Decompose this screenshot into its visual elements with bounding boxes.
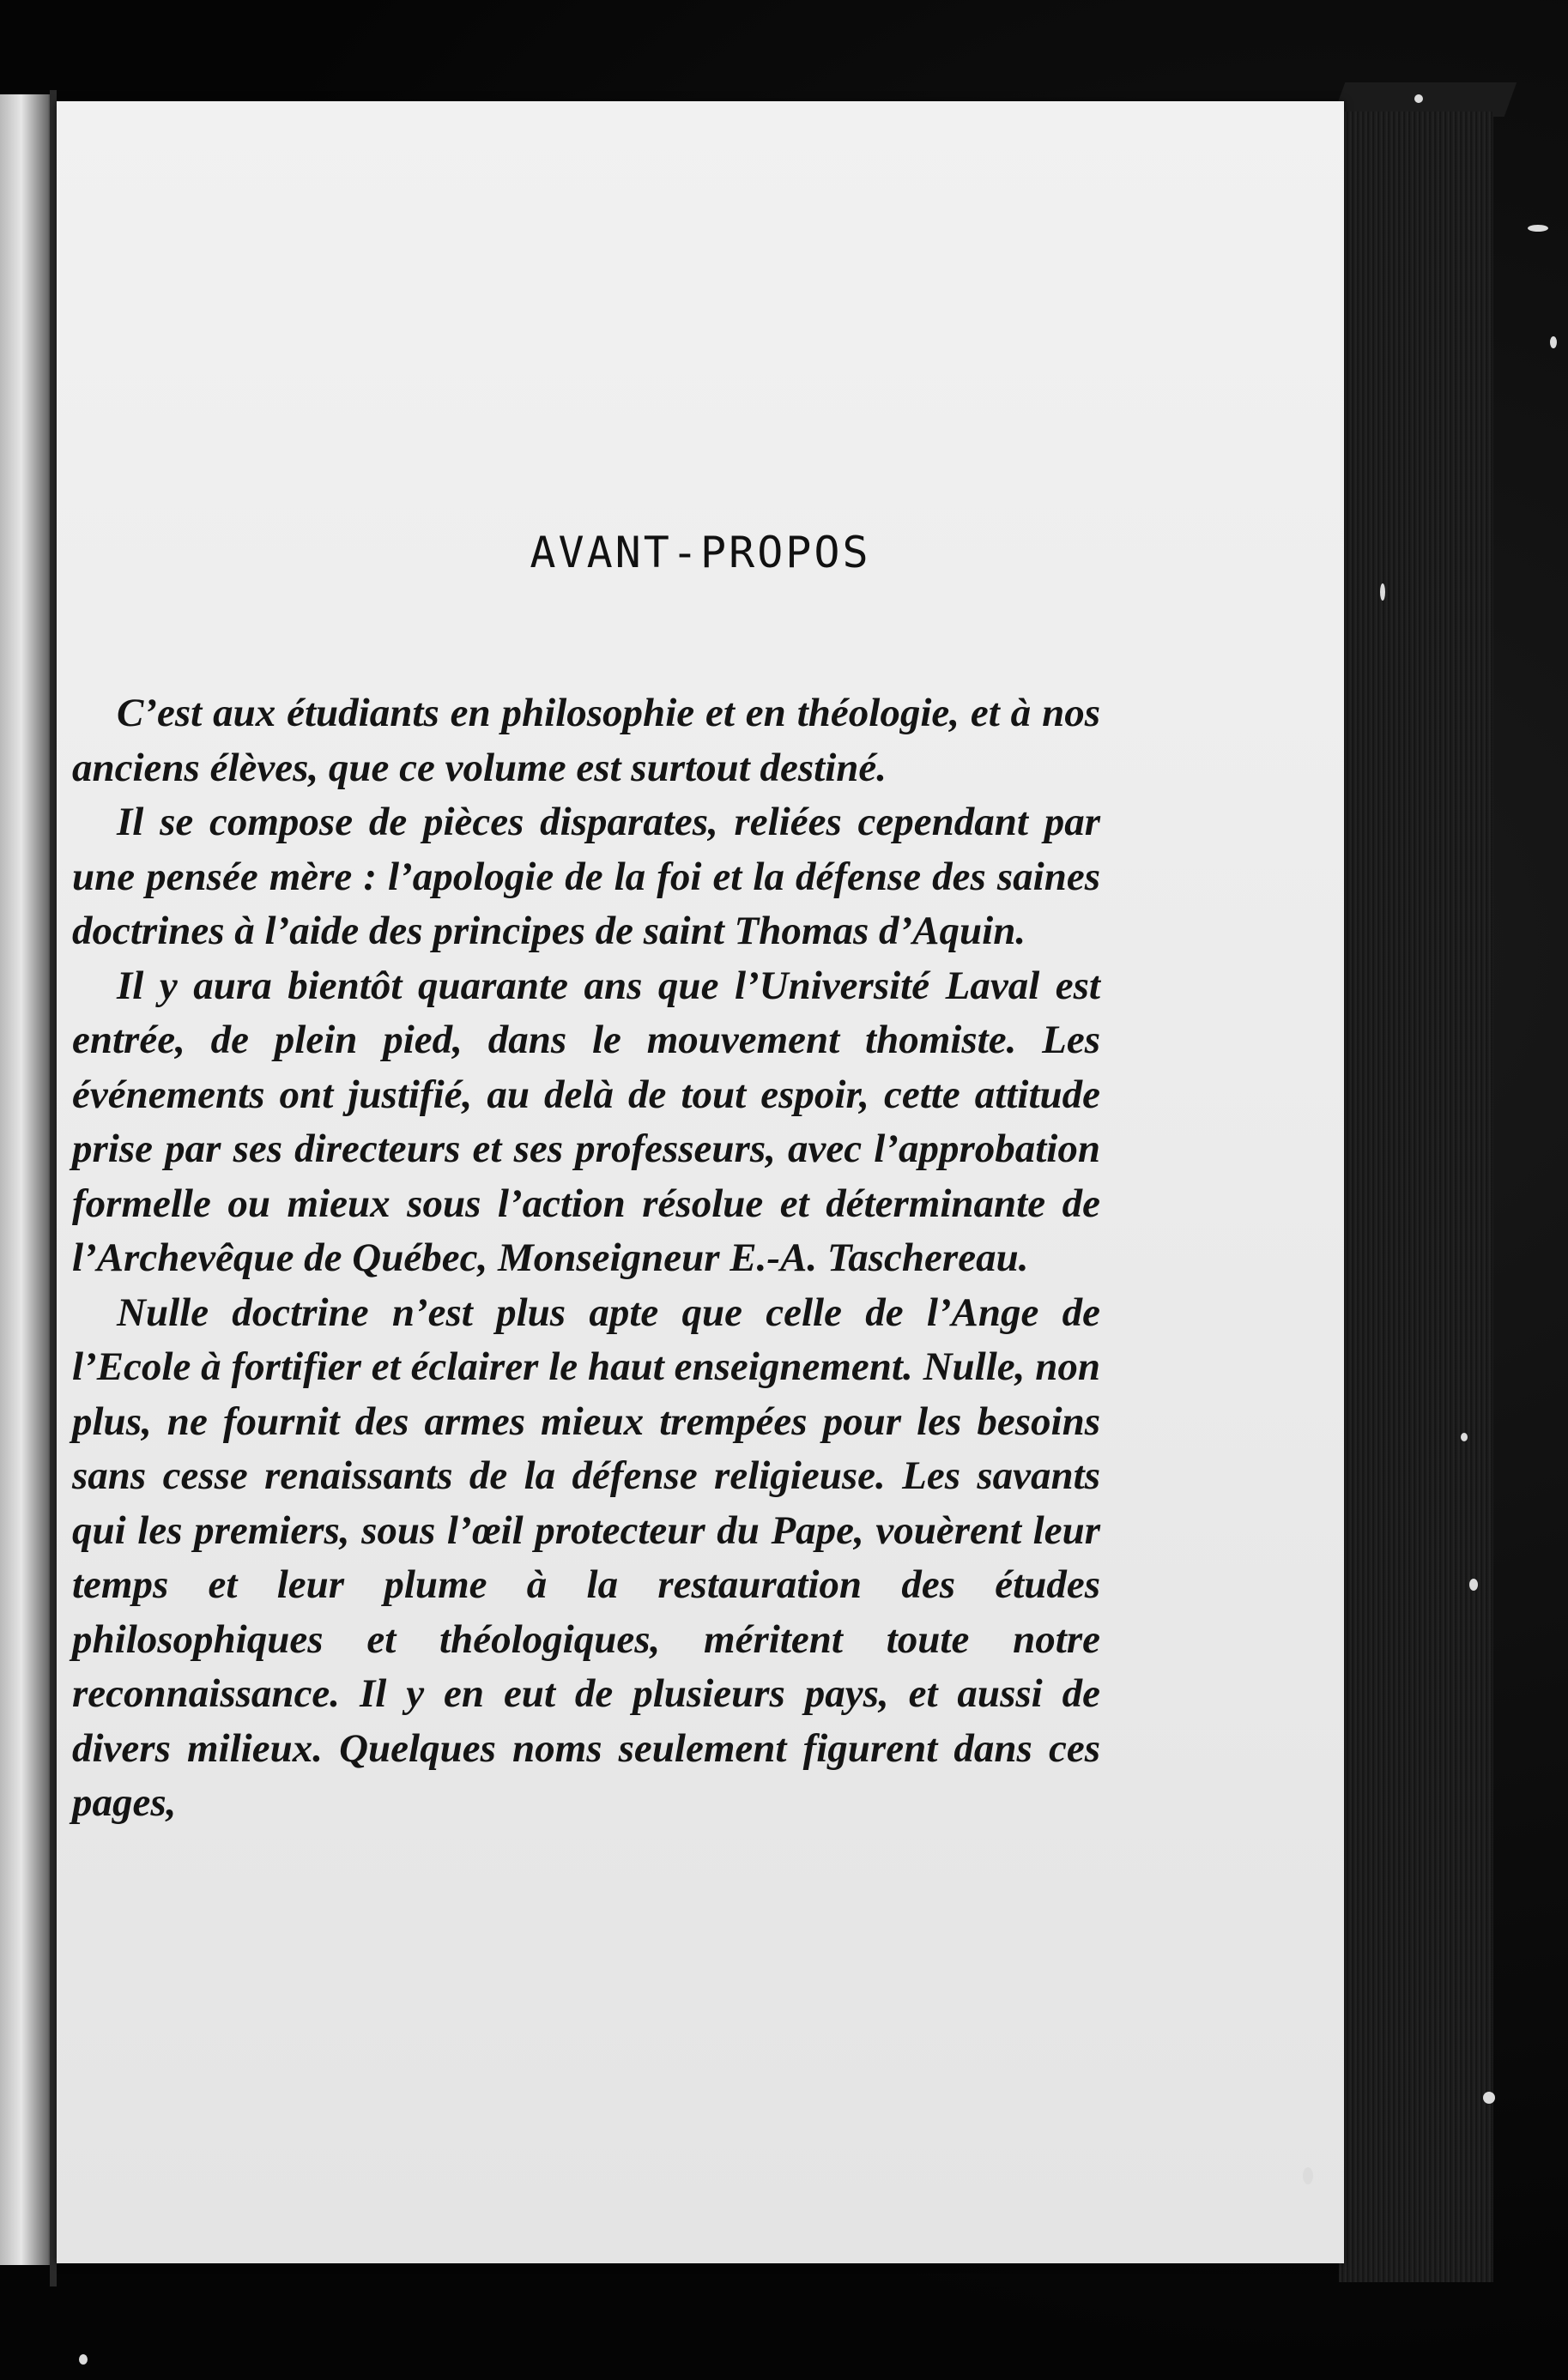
- dust-speck: [1528, 225, 1548, 232]
- paragraph-4: Nulle doctrine n’est plus apte que celle de l’Ange de l’Ecole à fortifier et éclairer le haut enseignement. Nulle, non plus, ne fournit des armes mieux trempées pour les besoins sans cesse renaissants de la défense religieuse. Les savants qui les premiers, sous l’œil protecteur du Pape, vouèrent leur temps et leur plume à la restauration des études philosophiques et théologiques, méritent toute notre reconnaissance. Il y en eut de plusieurs pays, et aussi de divers milieux. Quelques noms seulement figurent dans ces pages,: [72, 1290, 1100, 1825]
- dust-speck: [1469, 1579, 1478, 1591]
- dust-speck: [1414, 94, 1423, 103]
- page-body: [72, 686, 1100, 1831]
- paragraph-1: C’est aux étudiants en philosophie et en théologie, et à nos anciens élèves, que ce volume est surtout destiné.: [72, 691, 1100, 790]
- dust-speck: [1461, 1433, 1468, 1441]
- page-title: AVANT-PROPOS: [530, 528, 871, 577]
- dust-speck: [1380, 583, 1385, 601]
- paragraph-2: Il se compose de pièces disparates, reliées cependant par une pensée mère : l’apologie de la foi et la défense des saines doctrines à l’aide des principes de saint Thomas d’Aquin.: [72, 800, 1100, 953]
- dust-speck: [1303, 2167, 1313, 2184]
- previous-page-edge: [0, 94, 53, 2265]
- book-spine: [50, 90, 57, 2286]
- paragraph-3: Il y aura bientôt quarante ans que l’Université Laval est entrée, de plein pied, dans le mouvement thomiste. Les événements ont justifié, au delà de tout espoir, cette attitude prise par ses directeurs et ses professeurs, avec l’approbation formelle ou mieux sous l’action résolue et déterminante de l’Archevêque de Québec, Monseigneur E.-A. Taschereau.: [72, 963, 1100, 1280]
- book-page-edges: [1339, 112, 1493, 2282]
- dust-speck: [1483, 2092, 1495, 2104]
- dust-speck: [1550, 336, 1557, 348]
- dust-speck: [79, 2354, 88, 2365]
